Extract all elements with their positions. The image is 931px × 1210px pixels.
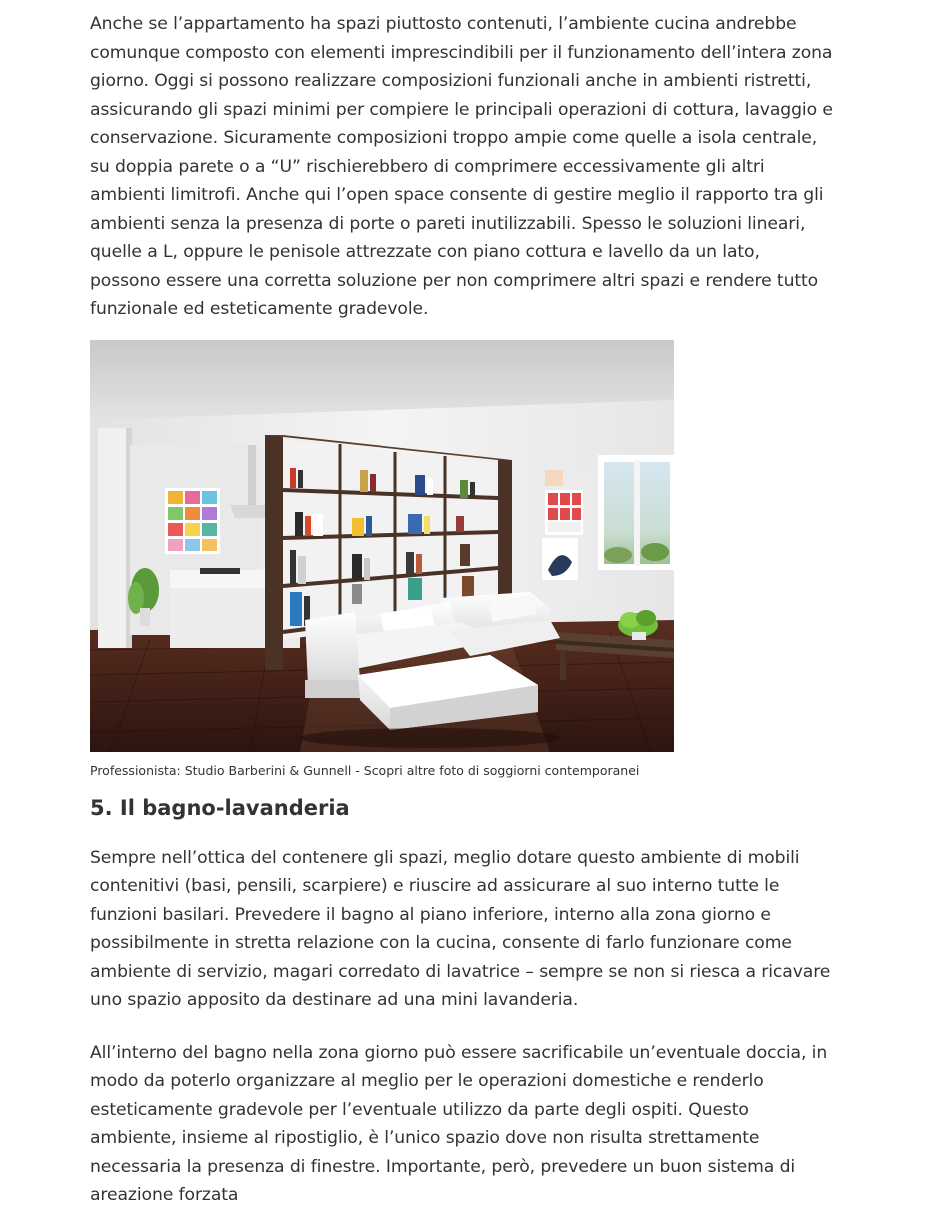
living-room-photo[interactable]	[90, 340, 674, 752]
article-body	[90, 10, 835, 1210]
photo-caption: Professionista: Studio Barberini & Gunnell - Scopri altre foto di soggiorni contemporanei	[90, 762, 640, 778]
section-paragraph-2: All’interno del bagno nella zona giorno può essere sacrificabile un’eventuale doccia, in modo da poterlo organizzare al meglio per le operazioni domestiche e renderlo esteticamente gradevole per l’eventuale utilizzo da parte degli ospiti. Questo ambiente, insieme al ripostiglio, è l’unico spazio dove non risulta strettamente necessaria la presenza di finestre. Importante, però, prevedere un buon sistema di areazione forzata	[90, 1042, 828, 1205]
section-heading: 5. Il bagno-lavanderia	[90, 795, 350, 820]
section-paragraph-1: Sempre nell’ottica del contenere gli spazi, meglio dotare questo ambiente di mobili contenitivi (basi, pensili, scarpiere) e riuscire ad assicurare al suo interno tutte le funzioni basilari. Prevedere il bagno al piano inferiore, interno alla zona giorno e possibilmente in stretta relazione con la cucina, consente di farlo funzionare come ambiente di servizio, magari corredato di lavatrice – sempre se non si riesca a ricavare uno spazio apposito da destinare ad una mini lavanderia.	[90, 847, 831, 1010]
intro-paragraph: Anche se l’appartamento ha spazi piuttosto contenuti, l’ambiente cucina andrebbe comunque composto con elementi imprescindibili per il funzionamento dell’intera zona giorno. Oggi si possono realizzare composizioni funzionali anche in ambienti ristretti, assicurando gli spazi minimi per compiere le principali operazioni di cottura, lavaggio e conservazione. Sicuramente composizioni troppo ampie come quelle a isola centrale, su doppia parete o a “U” rischierebbero di comprimere eccessivamente gli altri ambienti limitrofi. Anche qui l’open space consente di gestire meglio il rapporto tra gli ambienti senza la presenza di porte o pareti inutilizzabili. Spesso le soluzioni lineari, quelle a L, oppure le penisole attrezzate con piano cottura e lavello da un lato, possono essere una corretta soluzione per non comprimere altri spazi e rendere tutto funzionale ed esteticamente gradevole.	[90, 14, 833, 319]
